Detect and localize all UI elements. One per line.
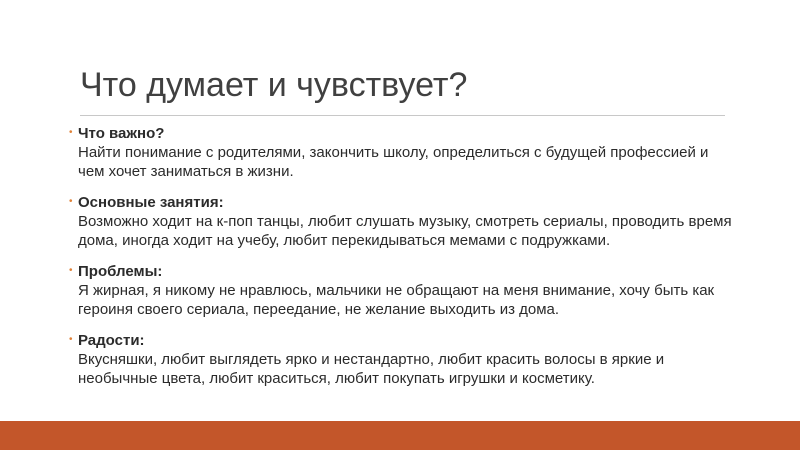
bullet-heading: Основные занятия: <box>78 194 224 211</box>
bullet-body: Я жирная, я никому не нравлюсь, мальчики не обращают на меня внимание, хочу быть как героиня своего сериала, переедание, не желание выходить из дома. <box>78 282 715 318</box>
bullet-dot-icon: • <box>69 265 73 276</box>
bullet-heading: Радости: <box>78 332 145 349</box>
slide-title: Что думает и чувствует? <box>80 66 468 104</box>
bullet-body: Вкусняшки, любит выглядеть ярко и нестандартно, любит красить волосы в яркие и необычные цвета, любит краситься, любит покупать игрушки и косметику. <box>78 351 665 387</box>
bullet-list <box>69 124 738 388</box>
bullet-heading: Проблемы: <box>78 263 163 280</box>
bullet-item-joys <box>69 331 738 388</box>
title-divider <box>80 115 725 116</box>
bullet-dot-icon: • <box>69 334 73 345</box>
bullet-heading: Что важно? <box>78 125 165 142</box>
bullet-item-problems <box>69 262 738 319</box>
bullet-body: Найти понимание с родителями, закончить школу, определиться с будущей профессией и чем хочет заниматься в жизни. <box>78 144 709 180</box>
bullet-dot-icon: • <box>69 196 73 207</box>
bullet-item-important <box>69 124 738 181</box>
bullet-dot-icon: • <box>69 127 73 138</box>
footer-accent-bar <box>0 421 800 450</box>
bullet-body: Возможно ходит на к-поп танцы, любит слушать музыку, смотреть сериалы, проводить время дома, иногда ходит на учебу, любит перекидываться мемами с подружками. <box>78 213 732 249</box>
bullet-item-activities <box>69 193 738 250</box>
